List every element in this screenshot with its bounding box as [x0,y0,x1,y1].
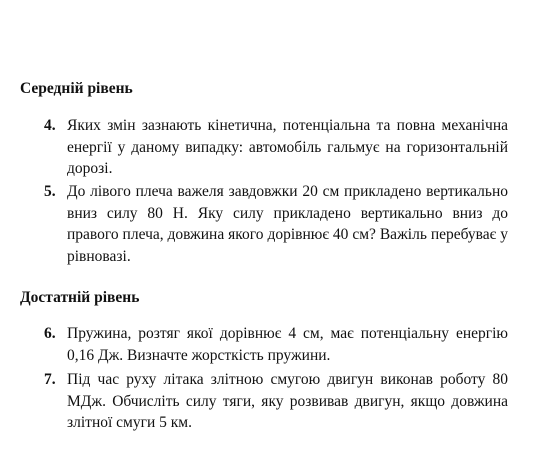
task-item-7 [44,369,508,434]
task-item-6 [44,323,508,366]
task-item-4 [44,115,508,180]
section-title-intermediate: Середній рівень [20,80,133,97]
section-title-sufficient: Достатній рівень [20,289,140,306]
task-text: Під час руху літака злітною смугою двигун виконав роботу 80 МДж. Обчисліть силу тяги, яку розвивав двигун, якщо довжина злітної смуги 5 км. [67,371,508,432]
task-text: Пружина, розтяг якої дорівнює 4 см, має потенціальну енергію 0,16 Дж. Визначте жорсткість пружини. [67,325,508,364]
task-number: 5. [44,183,56,200]
task-number: 7. [44,371,56,388]
task-item-5 [44,181,508,267]
task-text: Яких змін зазнають кінетична, потенціальна та повна механічна енергії у даному випадку: автомобіль гальмує на горизонтальній дорозі. [67,117,508,178]
task-number: 6. [44,325,56,342]
task-text: До лівого плеча важеля завдовжки 20 см прикладено вертикально вниз силу 80 Н. Яку силу прикладено вертикально вниз до правого плеча, довжина якого дорівнює 40 см? Важіль перебуває у рівновазі. [67,183,508,265]
task-number: 4. [44,117,56,134]
